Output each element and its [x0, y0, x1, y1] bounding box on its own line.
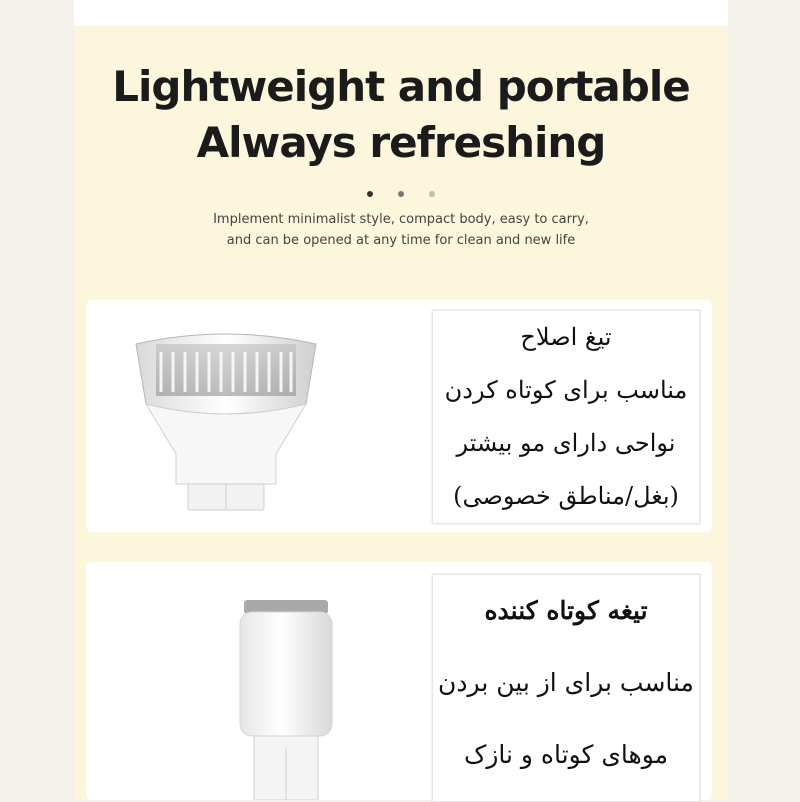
feature-card-shaver	[86, 300, 712, 532]
shaver-line-1: تیغ اصلاح	[520, 323, 612, 351]
shaver-line-3: نواحی دارای مو بیشتر	[456, 429, 676, 457]
trimmer-head-icon	[226, 598, 346, 800]
headline-line-1: Lightweight and portable	[112, 62, 690, 111]
trimmer-line-2: مناسب برای از بین بردن	[438, 668, 694, 697]
description-line-2: and can be opened at any time for clean and new life	[226, 233, 576, 248]
trimmer-line-1: تیغه کوتاه کننده	[484, 596, 648, 625]
headline-line-2: Always refreshing	[196, 118, 606, 167]
shaver-line-4: (بغل/مناطق خصوصی)	[453, 482, 679, 510]
carousel-dot-1[interactable]	[367, 191, 373, 197]
feature-card-trimmer	[86, 562, 712, 800]
shaver-line-2: مناسب برای کوتاه کردن	[444, 376, 688, 404]
trimmer-description	[432, 574, 700, 802]
description-line-1: Implement minimalist style, compact body, easy to carry,	[213, 212, 589, 227]
carousel-dots	[74, 182, 728, 201]
shaver-head-icon	[126, 324, 326, 520]
top-strip	[74, 0, 728, 26]
shaver-description	[432, 310, 700, 524]
trimmer-line-3: موهای کوتاه و نازک	[463, 740, 669, 769]
carousel-dot-2[interactable]	[398, 191, 404, 197]
carousel-dot-3[interactable]	[429, 191, 435, 197]
